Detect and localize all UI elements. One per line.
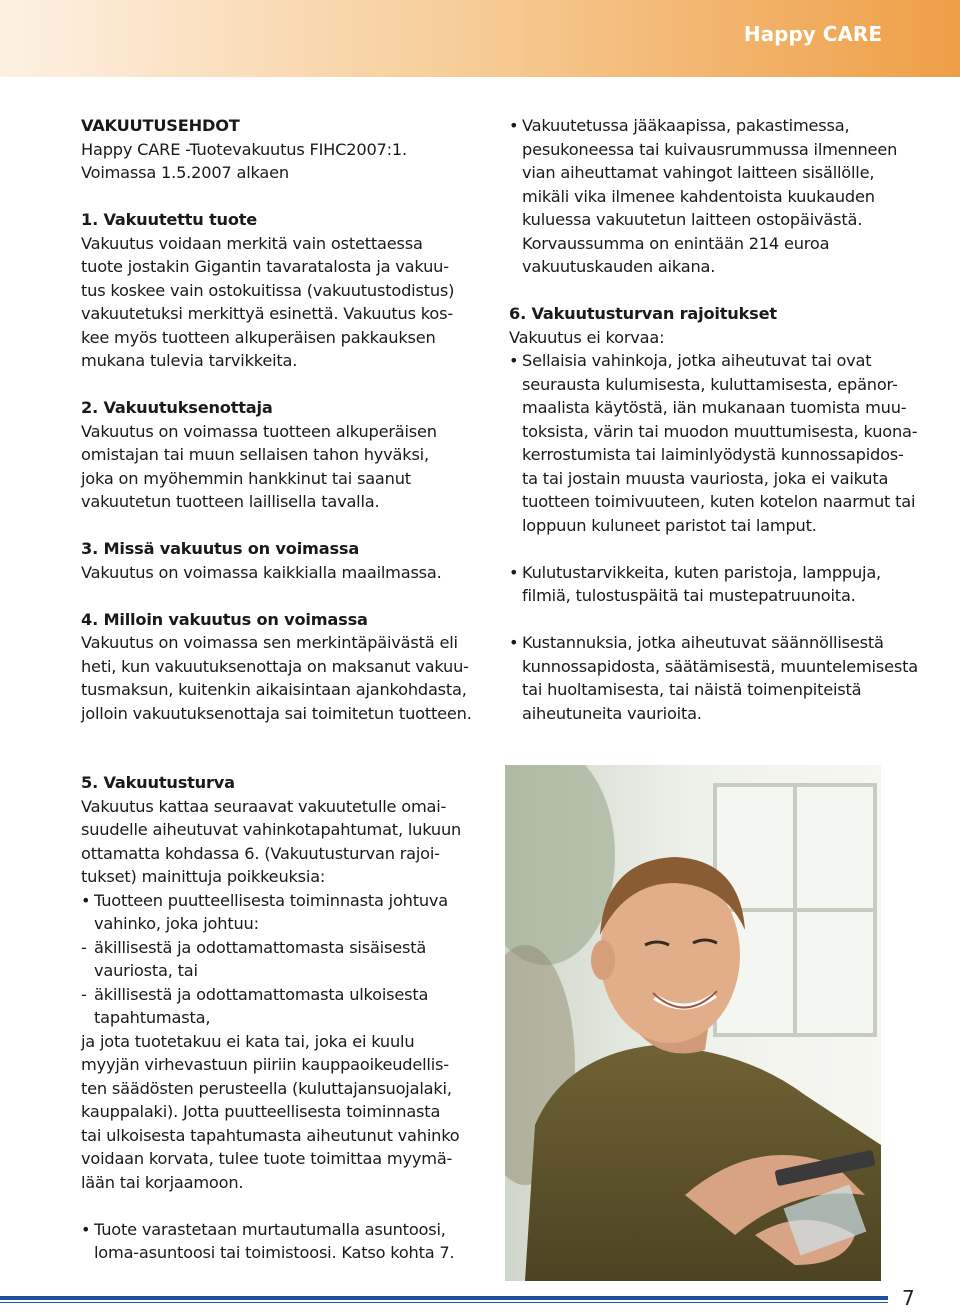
paragraph-line: tusmaksun, kuitenkin aikaisintaan ajankohdasta, bbox=[81, 680, 467, 699]
paragraph-line: kauppalaki). Jotta puutteellisesta toiminnasta bbox=[81, 1102, 441, 1121]
bullet-item bbox=[81, 889, 481, 936]
paragraph-line: lään tai korjaamoon. bbox=[81, 1172, 244, 1192]
brand-label: Happy CARE bbox=[743, 22, 882, 46]
product-photo bbox=[505, 765, 881, 1281]
footer-rule-thin bbox=[0, 1302, 888, 1303]
paragraph-line: Vakuutus on voimassa kaikkialla maailmassa. bbox=[81, 562, 442, 582]
subtitle-line: Happy CARE -Tuotevakuutus FIHC2007:1. bbox=[81, 139, 407, 159]
paragraph-line: vakuutetuksi merkittyä esinettä. Vakuutus kos- bbox=[81, 304, 453, 323]
bullet-line: ta tai jostain muusta vauriosta, joka ei vaikuta bbox=[522, 468, 889, 488]
bullet-line: • Tuotteen puutteellisesta toiminnasta johtuva bbox=[94, 890, 449, 910]
bullet-line: vian aiheuttamat vahingot laitteen sisällölle, bbox=[522, 163, 875, 182]
section-heading: 2. Vakuutuksenottaja bbox=[81, 398, 273, 417]
dash-item bbox=[81, 936, 481, 983]
bullet-item bbox=[509, 349, 918, 537]
bullet-line: maalista käytöstä, iän mukanaan tuomista muu- bbox=[522, 398, 907, 417]
paragraph-line: kee myös tuotteen alkuperäisen pakkauksen bbox=[81, 327, 436, 347]
bullet-line: toksista, värin tai muodon muuttumisesta, kuona- bbox=[522, 421, 918, 441]
dash-item bbox=[81, 983, 481, 1030]
bullet-line: • Kustannuksia, jotka aiheutuvat säännöllisestä bbox=[522, 633, 884, 652]
dash-mark: - bbox=[81, 937, 87, 957]
footer-rule bbox=[0, 1296, 888, 1300]
bullet-line: vahinko, joka johtuu: bbox=[94, 914, 259, 933]
paragraph-line: heti, kun vakuutuksenottaja on maksanut vakuu- bbox=[81, 656, 469, 676]
dash-line: vauriosta, tai bbox=[94, 961, 198, 980]
dash-line: äkillisestä ja odottamattomasta ulkoisesta bbox=[94, 984, 429, 1004]
paragraph-line: tukset) mainittuja poikkeuksia: bbox=[81, 867, 326, 886]
bullet-line: • Vakuutetussa jääkaapissa, pakastimessa, bbox=[522, 116, 850, 135]
paragraph-line: tai ulkoisesta tapahtumasta aiheutunut vahinko bbox=[81, 1125, 460, 1145]
bullet-line: kerrostumista tai laiminlyödystä kunnossapidos- bbox=[522, 445, 904, 464]
paragraph-line: myyjän virhevastuun piiriin kauppaoikeudellis- bbox=[81, 1055, 449, 1074]
bullet-line: filmiä, tulostuspäitä tai mustepatruunoita. bbox=[522, 586, 856, 605]
bullet-line: aiheutuneita vaurioita. bbox=[522, 703, 702, 723]
paragraph-line: ten säädösten perusteella (kuluttajansuojalaki, bbox=[81, 1078, 452, 1098]
paragraph-line: ottamatta kohdassa 6. (Vakuutusturvan rajoi- bbox=[81, 843, 440, 863]
dash-line: äkillisestä ja odottamattomasta sisäisestä bbox=[94, 937, 427, 957]
bullet-line: • Kulutustarvikkeita, kuten paristoja, lamppuja, bbox=[522, 562, 881, 582]
paragraph-line: mukana tulevia tarvikkeita. bbox=[81, 351, 298, 370]
section-heading: 3. Missä vakuutus on voimassa bbox=[81, 539, 360, 558]
bullet-line: seurausta kulumisesta, kuluttamisesta, epänor- bbox=[522, 374, 898, 394]
paragraph-line: jolloin vakuutuksenottaja sai toimitetun tuotteen. bbox=[81, 703, 472, 723]
bullet-line: • Sellaisia vahinkoja, jotka aiheutuvat tai ovat bbox=[522, 351, 872, 370]
bullet-line: pesukoneessa tai kuivausrummussa ilmenneen bbox=[522, 139, 898, 159]
header-band bbox=[0, 0, 960, 77]
bullet-item bbox=[509, 631, 918, 725]
paragraph-line: joka on myöhemmin hankkinut tai saanut bbox=[81, 468, 411, 488]
bullet-item bbox=[509, 561, 909, 608]
paragraph-line: omistajan tai muun sellaisen tahon hyväksi, bbox=[81, 445, 429, 464]
section-heading: 6. Vakuutusturvan rajoitukset bbox=[509, 304, 777, 323]
paragraph-line: Vakuutus voidaan merkitä vain ostettaessa bbox=[81, 233, 423, 253]
subtitle-line: Voimassa 1.5.2007 alkaen bbox=[81, 163, 289, 182]
paragraph-line: Vakuutus on voimassa sen merkintäpäivästä eli bbox=[81, 633, 458, 652]
page-number: 7 bbox=[902, 1286, 915, 1310]
paragraph-line: tus koskee vain ostokuitissa (vakuutustodistus) bbox=[81, 280, 455, 300]
bullet-item bbox=[81, 1218, 481, 1265]
dash-mark: - bbox=[81, 984, 87, 1004]
paragraph-line: ja jota tuotetakuu ei kata tai, joka ei kuulu bbox=[81, 1031, 415, 1051]
right-column bbox=[509, 114, 918, 725]
bullet-line: tai huoltamisesta, tai näistä toimenpiteistä bbox=[522, 680, 862, 699]
bullet-item bbox=[509, 114, 909, 279]
left-column bbox=[81, 114, 481, 725]
paragraph-line: Vakuutus kattaa seuraavat vakuutetulle omai- bbox=[81, 796, 447, 816]
document-title: VAKUUTUSEHDOT bbox=[81, 116, 240, 135]
bullet-line: • Tuote varastetaan murtautumalla asuntoosi, bbox=[94, 1219, 446, 1239]
man-with-device-illustration bbox=[505, 765, 881, 1281]
bullet-line: Korvaussumma on enintään 214 euroa bbox=[522, 233, 830, 253]
bullet-line: loppuun kuluneet paristot tai lamput. bbox=[522, 515, 817, 535]
bullet-line: kunnossapidosta, säätämisestä, muuntelemisesta bbox=[522, 656, 918, 676]
bullet-line: tuotteen toimivuuteen, kuten kotelon naarmut tai bbox=[522, 492, 916, 511]
dash-line: tapahtumasta, bbox=[94, 1008, 211, 1027]
section-heading: 1. Vakuutettu tuote bbox=[81, 210, 258, 229]
section-heading: 4. Milloin vakuutus on voimassa bbox=[81, 609, 368, 629]
paragraph-line: voidaan korvata, tulee tuote toimittaa myymä- bbox=[81, 1149, 453, 1168]
paragraph-line: Vakuutus ei korvaa: bbox=[509, 327, 665, 347]
bullet-line: kuluessa vakuutetun laitteen ostopäivästä. bbox=[522, 210, 863, 229]
bullet-line: mikäli vika ilmenee kahdentoista kuukauden bbox=[522, 186, 875, 206]
paragraph-line: vakuutetun tuotteen laillisella tavalla. bbox=[81, 492, 380, 511]
section-heading: 5. Vakuutusturva bbox=[81, 773, 235, 792]
bullet-line: loma-asuntoosi tai toimistoosi. Katso kohta 7. bbox=[94, 1243, 455, 1262]
paragraph-line: suudelle aiheutuvat vahinkotapahtumat, lukuun bbox=[81, 820, 462, 839]
paragraph-line: tuote jostakin Gigantin tavaratalosta ja vakuu- bbox=[81, 257, 449, 276]
left-column-bottom bbox=[81, 771, 481, 1265]
bullet-line: vakuutuskauden aikana. bbox=[522, 257, 716, 276]
paragraph-line: Vakuutus on voimassa tuotteen alkuperäisen bbox=[81, 421, 437, 441]
